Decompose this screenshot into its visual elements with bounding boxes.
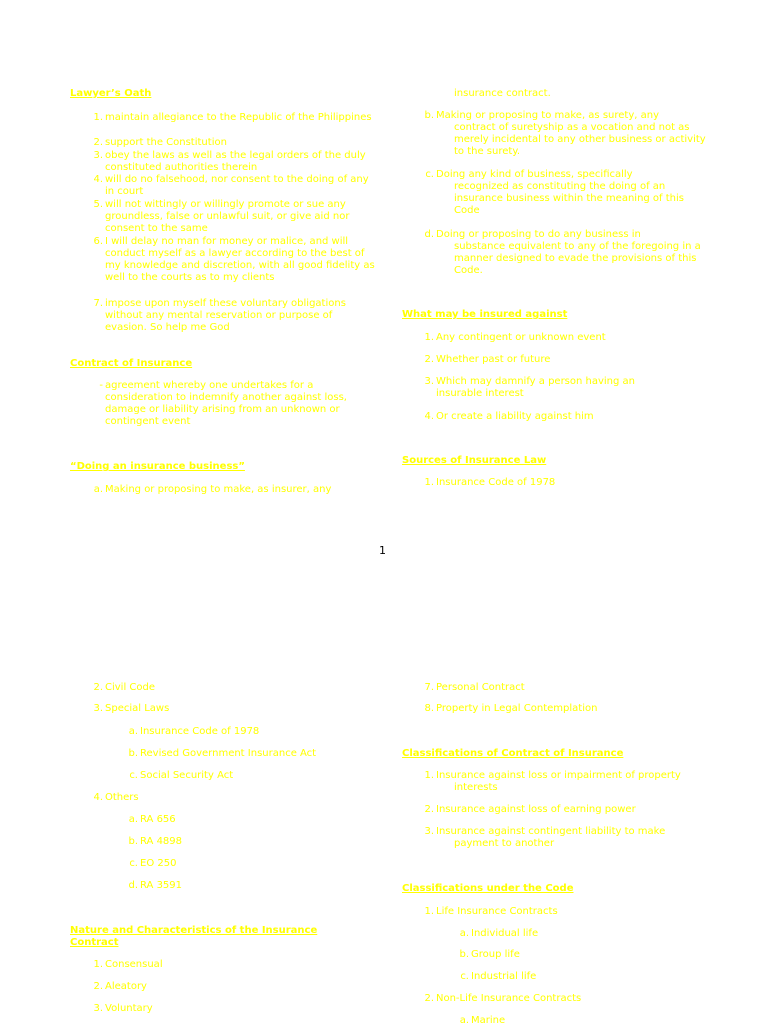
list-item: b. Group life [459,949,520,960]
list-item: 5. will not wittingly or willingly promote or sue any groundless, false or unlawful suit, or give aid nor consent to the same [93,199,350,234]
list-item: b. Making or proposing to make, as surety, any contract of suretyship as a vocation and not as merely incidental to any other business or activity to the surety. [424,110,706,157]
what-may-be-insured-heading: What may be insured against [402,309,568,320]
list-item: 1. Consensual [93,959,163,970]
classifications-under-code-heading: Classifications under the Code [402,883,574,894]
list-item: 2. Non-Life Insurance Contracts [424,993,582,1004]
list-item: 2. Civil Code [93,682,156,693]
list-item: c. Industrial life [460,971,537,982]
list-item: - agreement whereby one undertakes for a consideration to indemnify another against loss, damage or liability arising from an unknown or contingent event [99,380,347,427]
list-item: d. RA 3591 [128,880,183,891]
list-item: b. RA 4898 [128,836,183,847]
list-item: 3. Insurance against contingent liability to make payment to another [424,826,666,849]
doing-insurance-business-heading: “Doing an insurance business” [70,461,245,472]
list-item: 1. Insurance against loss or impairment of property interests [424,770,681,793]
list-item: a. Making or proposing to make, as insurer, any [93,484,332,495]
list-item: c. EO 250 [129,858,177,869]
list-item: a. Marine [459,1015,506,1026]
list-item: c. Social Security Act [129,770,234,781]
list-item: 3. obey the laws as well as the legal orders of the duly constituted authorities therein [93,150,366,173]
list-item: 2. Aleatory [93,981,147,992]
list-item: 3. Special Laws [93,703,170,714]
list-item: 2. Whether past or future [424,354,551,365]
list-item: 4. Or create a liability against him [424,411,594,422]
list-item: 4. will do no falsehood, nor consent to the doing of any in court [93,174,369,197]
list-item: 1. maintain allegiance to the Republic of the Philippines [93,112,372,123]
sources-of-insurance-law-heading: Sources of Insurance Law [402,455,547,466]
continuation-text: insurance contract. [454,88,551,99]
list-item: 1. Insurance Code of 1978 [424,477,556,488]
list-item: 7. impose upon myself these voluntary obligations without any mental reservation or purpose of evasion. So help me God [93,298,346,333]
list-item: a. Individual life [459,928,539,939]
list-item: 7. Personal Contract [424,682,525,693]
list-item: 1. Any contingent or unknown event [424,332,606,343]
list-item: b. Revised Government Insurance Act [128,748,317,759]
contract-of-insurance-heading: Contract of Insurance [70,358,193,369]
list-item: 2. support the Constitution [93,137,227,148]
lawyers-oath-heading: Lawyer’s Oath [70,88,152,99]
list-item: 3. Voluntary [93,1003,153,1014]
list-item: 3. Which may damnify a person having an insurable interest [424,376,636,399]
list-item: d. Doing or proposing to do any business in substance equivalent to any of the foregoing in a manner designed to evade the provisions of this Code. [424,229,701,276]
classifications-contract-heading: Classifications of Contract of Insurance [402,748,624,759]
nature-characteristics-heading: Nature and Characteristics of the Insurance Contract [70,925,318,948]
list-item: 8. Property in Legal Contemplation [424,703,598,714]
list-item: 2. Insurance against loss of earning power [424,804,636,815]
list-item: c. Doing any kind of business, specifically recognized as constituting the doing of an insurance business within the meaning of this Code [425,169,684,216]
list-item: 4. Others [93,792,139,803]
list-item: a. Insurance Code of 1978 [128,726,260,737]
page-number: 1 [379,544,386,557]
list-item: 1. Life Insurance Contracts [424,906,558,917]
list-item: 6. I will delay no man for money or malice, and will conduct myself as a lawyer according to the best of my knowledge and discretion, with all good fidelity as well to the courts as to my clients [93,236,375,283]
list-item: a. RA 656 [128,814,176,825]
